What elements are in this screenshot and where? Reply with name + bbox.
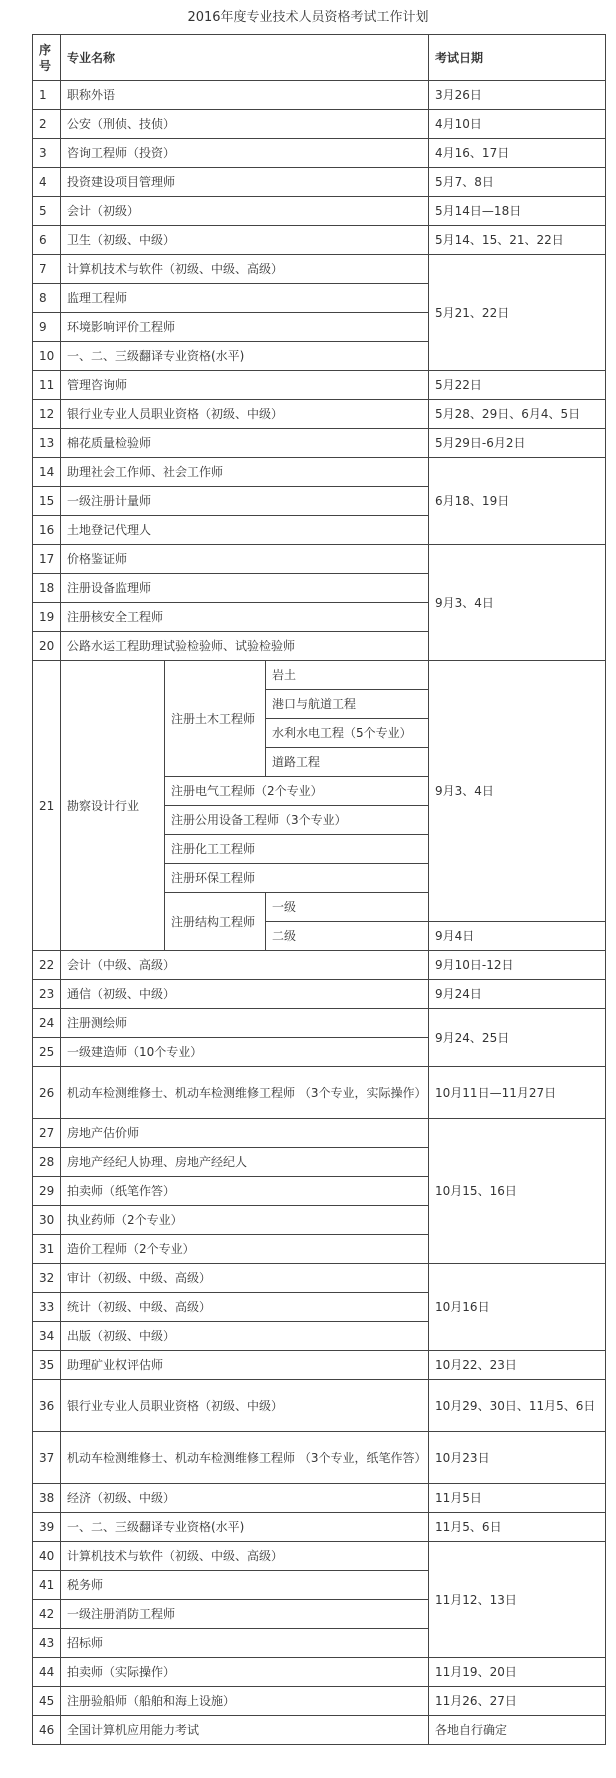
row-no: 17 — [33, 545, 61, 574]
table-row — [33, 197, 606, 226]
table-row — [33, 400, 606, 429]
row-name: 咨询工程师（投资） — [61, 139, 429, 168]
table-row — [33, 1351, 606, 1380]
table-row — [33, 81, 606, 110]
row-date: 10月11日—11月27日 — [429, 1067, 606, 1119]
table-row — [33, 1716, 606, 1745]
row-no: 4 — [33, 168, 61, 197]
table-row — [33, 1542, 606, 1571]
row-no: 15 — [33, 487, 61, 516]
civil-item: 港口与航道工程 — [266, 690, 429, 719]
row-name: 注册验船师（船舶和海上设施） — [61, 1687, 429, 1716]
row-no: 1 — [33, 81, 61, 110]
table-row — [33, 226, 606, 255]
row-name: 投资建设项目管理师 — [61, 168, 429, 197]
table-row — [33, 168, 606, 197]
table-row — [33, 1432, 606, 1484]
table-row — [33, 1009, 606, 1038]
row-date: 3月26日 — [429, 81, 606, 110]
civil-engineer: 注册土木工程师 — [165, 661, 266, 777]
row-no: 41 — [33, 1571, 61, 1600]
row-date: 4月16、17日 — [429, 139, 606, 168]
row-no: 20 — [33, 632, 61, 661]
row-name: 拍卖师（实际操作） — [61, 1658, 429, 1687]
row-date: 11月19、20日 — [429, 1658, 606, 1687]
row-date: 10月15、16日 — [429, 1119, 606, 1264]
row-name: 出版（初级、中级） — [61, 1322, 429, 1351]
table-row — [33, 980, 606, 1009]
row-name: 会计（中级、高级） — [61, 951, 429, 980]
row-date: 9月24、25日 — [429, 1009, 606, 1067]
row-no: 33 — [33, 1293, 61, 1322]
civil-item: 水利水电工程（5个专业） — [266, 719, 429, 748]
row-name: 卫生（初级、中级） — [61, 226, 429, 255]
row-date: 11月12、13日 — [429, 1542, 606, 1658]
header-name: 专业名称 — [61, 35, 429, 81]
row-name: 全国计算机应用能力考试 — [61, 1716, 429, 1745]
row-name: 监理工程师 — [61, 284, 429, 313]
row-no: 11 — [33, 371, 61, 400]
row-name: 机动车检测维修士、机动车检测维修工程师 （3个专业，纸笔作答） — [61, 1432, 429, 1484]
row-name: 经济（初级、中级） — [61, 1484, 429, 1513]
table-row — [33, 661, 606, 690]
row-date: 各地自行确定 — [429, 1716, 606, 1745]
row-name: 助理矿业权评估师 — [61, 1351, 429, 1380]
row-name: 棉花质量检验师 — [61, 429, 429, 458]
row-no: 2 — [33, 110, 61, 139]
row-date: 5月14日—18日 — [429, 197, 606, 226]
row-name: 环境影响评价工程师 — [61, 313, 429, 342]
row-no: 16 — [33, 516, 61, 545]
row-name: 助理社会工作师、社会工作师 — [61, 458, 429, 487]
row-name: 审计（初级、中级、高级） — [61, 1264, 429, 1293]
table-row — [33, 371, 606, 400]
row-date: 9月3、4日 — [429, 661, 606, 922]
row-no: 5 — [33, 197, 61, 226]
row-no: 25 — [33, 1038, 61, 1067]
row-no: 28 — [33, 1148, 61, 1177]
row-name: 公路水运工程助理试验检验师、试验检验师 — [61, 632, 429, 661]
row-name: 土地登记代理人 — [61, 516, 429, 545]
row-no: 14 — [33, 458, 61, 487]
page-title: 2016年度专业技术人员资格考试工作计划 — [187, 10, 429, 25]
civil-item: 岩土 — [266, 661, 429, 690]
row-date: 5月28、29日、6月4、5日 — [429, 400, 606, 429]
row-name: 造价工程师（2个专业） — [61, 1235, 429, 1264]
row-no: 6 — [33, 226, 61, 255]
row-date: 5月7、8日 — [429, 168, 606, 197]
row-no: 21 — [33, 661, 61, 951]
row-date: 9月4日 — [429, 922, 606, 951]
row-name: 公安（刑侦、技侦） — [61, 110, 429, 139]
row-no: 12 — [33, 400, 61, 429]
row-name: 房地产经纪人协理、房地产经纪人 — [61, 1148, 429, 1177]
row-name: 一、二、三级翻译专业资格(水平) — [61, 342, 429, 371]
row-no: 19 — [33, 603, 61, 632]
header-date: 考试日期 — [429, 35, 606, 81]
table-row — [33, 110, 606, 139]
table-row — [33, 951, 606, 980]
row-no: 40 — [33, 1542, 61, 1571]
row-date: 9月24日 — [429, 980, 606, 1009]
row-no: 30 — [33, 1206, 61, 1235]
row-no: 44 — [33, 1658, 61, 1687]
table-row — [33, 458, 606, 487]
row-no: 37 — [33, 1432, 61, 1484]
row-no: 46 — [33, 1716, 61, 1745]
row-date: 5月29日-6月2日 — [429, 429, 606, 458]
row-date: 11月5、6日 — [429, 1513, 606, 1542]
row-name: 一级注册消防工程师 — [61, 1600, 429, 1629]
row-no: 39 — [33, 1513, 61, 1542]
row-name: 拍卖师（纸笔作答） — [61, 1177, 429, 1206]
row-date: 4月10日 — [429, 110, 606, 139]
exam-schedule-table — [32, 34, 606, 1745]
row-date: 11月5日 — [429, 1484, 606, 1513]
civil-item: 道路工程 — [266, 748, 429, 777]
structural-engineer: 注册结构工程师 — [165, 893, 266, 951]
row-name: 一级注册计量师 — [61, 487, 429, 516]
table-row — [33, 1119, 606, 1148]
row-no: 31 — [33, 1235, 61, 1264]
row-name: 注册设备监理师 — [61, 574, 429, 603]
row-name: 注册测绘师 — [61, 1009, 429, 1038]
row-no: 3 — [33, 139, 61, 168]
row-no: 7 — [33, 255, 61, 284]
row-no: 27 — [33, 1119, 61, 1148]
row-name: 计算机技术与软件（初级、中级、高级） — [61, 1542, 429, 1571]
row-no: 45 — [33, 1687, 61, 1716]
table-row — [33, 545, 606, 574]
row-name: 一级建造师（10个专业） — [61, 1038, 429, 1067]
row-no: 29 — [33, 1177, 61, 1206]
row-name: 银行业专业人员职业资格（初级、中级） — [61, 1380, 429, 1432]
table-row — [33, 429, 606, 458]
row-no: 35 — [33, 1351, 61, 1380]
table-row — [33, 1513, 606, 1542]
row-date: 9月3、4日 — [429, 545, 606, 661]
table-row — [33, 1067, 606, 1119]
row-date: 10月29、30日、11月5、6日 — [429, 1380, 606, 1432]
structural-item: 二级 — [266, 922, 429, 951]
row-no: 42 — [33, 1600, 61, 1629]
environmental-engineer: 注册环保工程师 — [165, 864, 429, 893]
row-date: 6月18、19日 — [429, 458, 606, 545]
row-name: 注册核安全工程师 — [61, 603, 429, 632]
table-row — [33, 1687, 606, 1716]
table-row — [33, 1484, 606, 1513]
table-row — [33, 1264, 606, 1293]
row-date: 5月14、15、21、22日 — [429, 226, 606, 255]
row-name: 职称外语 — [61, 81, 429, 110]
row-no: 32 — [33, 1264, 61, 1293]
electrical-engineer: 注册电气工程师（2个专业） — [165, 777, 429, 806]
row-date: 9月10日-12日 — [429, 951, 606, 980]
row-no: 10 — [33, 342, 61, 371]
structural-item: 一级 — [266, 893, 429, 922]
row-name: 房地产估价师 — [61, 1119, 429, 1148]
row-name: 执业药师（2个专业） — [61, 1206, 429, 1235]
row-name: 税务师 — [61, 1571, 429, 1600]
row-no: 43 — [33, 1629, 61, 1658]
row-no: 38 — [33, 1484, 61, 1513]
chemical-engineer: 注册化工工程师 — [165, 835, 429, 864]
row-no: 23 — [33, 980, 61, 1009]
utility-engineer: 注册公用设备工程师（3个专业） — [165, 806, 429, 835]
table-row — [33, 255, 606, 284]
row-no: 36 — [33, 1380, 61, 1432]
row-no: 13 — [33, 429, 61, 458]
row-name: 银行业专业人员职业资格（初级、中级） — [61, 400, 429, 429]
row-name: 管理咨询师 — [61, 371, 429, 400]
row-name: 会计（初级） — [61, 197, 429, 226]
row-date: 5月22日 — [429, 371, 606, 400]
row-date: 11月26、27日 — [429, 1687, 606, 1716]
row-no: 22 — [33, 951, 61, 980]
row-name: 通信（初级、中级） — [61, 980, 429, 1009]
row-no: 24 — [33, 1009, 61, 1038]
group-name: 勘察设计行业 — [61, 661, 165, 951]
row-name: 计算机技术与软件（初级、中级、高级） — [61, 255, 429, 284]
row-no: 34 — [33, 1322, 61, 1351]
table-row — [33, 1380, 606, 1432]
row-no: 9 — [33, 313, 61, 342]
row-date: 10月22、23日 — [429, 1351, 606, 1380]
row-name: 价格鉴证师 — [61, 545, 429, 574]
row-no: 26 — [33, 1067, 61, 1119]
row-no: 18 — [33, 574, 61, 603]
row-name: 一、二、三级翻译专业资格(水平) — [61, 1513, 429, 1542]
table-row — [33, 1658, 606, 1687]
row-name: 招标师 — [61, 1629, 429, 1658]
row-no: 8 — [33, 284, 61, 313]
row-date: 10月16日 — [429, 1264, 606, 1351]
table-header-row — [33, 35, 606, 81]
row-name: 统计（初级、中级、高级） — [61, 1293, 429, 1322]
row-name: 机动车检测维修士、机动车检测维修工程师 （3个专业，实际操作） — [61, 1067, 429, 1119]
row-date: 5月21、22日 — [429, 255, 606, 371]
table-row — [33, 139, 606, 168]
header-no: 序号 — [33, 35, 61, 81]
row-date: 10月23日 — [429, 1432, 606, 1484]
